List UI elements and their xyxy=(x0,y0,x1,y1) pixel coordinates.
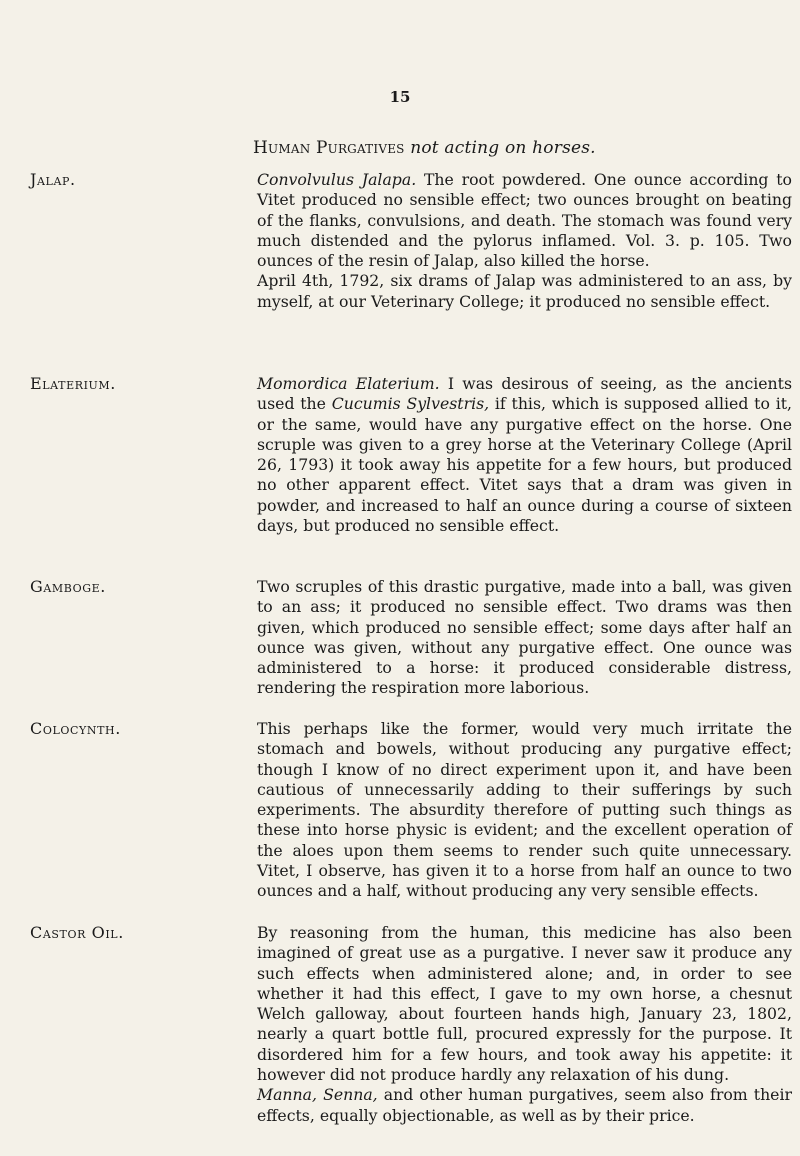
heading-caps: Human Purgatives xyxy=(253,138,405,158)
paragraph: April 4th, 1792, six drams of Jalap was administered to an ass, by myself, at our Veterinary College; it produced no sensible effect. xyxy=(257,271,792,311)
article-colocynth xyxy=(30,719,792,902)
side-label: Elaterium. xyxy=(30,374,116,393)
article-gamboge xyxy=(30,577,792,699)
paragraph: Two scruples of this drastic purgative, made into a ball, was given to an ass; it produced no sensible effect. Two drams was then given, which produced no sensible effect; some days after half an ounce was given, without any purgative effect. One ounce was administered to a horse: it produced considerable distress, rendering the respiration more laborious. xyxy=(257,577,792,698)
article-jalap xyxy=(30,170,792,312)
side-label: Jalap. xyxy=(30,170,76,189)
heading-italic: not acting on horses. xyxy=(410,138,596,158)
side-label: Gamboge. xyxy=(30,577,106,596)
article-elaterium xyxy=(30,374,792,536)
paragraph: Momordica Elaterium. I was desirous of seeing, as the ancients used the Cucumis Sylvestris, if this, which is supposed allied to it, or the same, would have any purgative effect on the horse. One scruple was given to a grey horse at the Veterinary College (April 26, 1793) it took away his appetite for a few hours, but produced no other apparent effect. Vitet says that a dram was given in powder, and increased to half an ounce during a course of sixteen days, but produced no sensible effect. xyxy=(257,374,793,536)
article-text xyxy=(257,170,792,312)
paragraph: Convolvulus Jalapa. The root powdered. One ounce according to Vitet produced no sensible effect; two ounces brought on beating of the flanks, convulsions, and death. The stomach was found very much distended and the pylorus inflamed. Vol. 3. p. 105. Two ounces of the resin of Jalap, also killed the horse. xyxy=(257,170,792,271)
article-castor-oil xyxy=(30,923,792,1126)
article-text xyxy=(257,923,792,1126)
article-text xyxy=(257,374,792,536)
article-text xyxy=(257,577,792,699)
side-label: Castor Oil. xyxy=(30,923,124,942)
page-heading xyxy=(253,138,596,158)
paragraph: Manna, Senna, and other human purgatives, seem also from their effects, equally objectionable, as well as by their price. xyxy=(257,1085,792,1125)
page-number: 15 xyxy=(389,88,411,106)
article-text xyxy=(257,719,792,902)
paragraph: This perhaps like the former, would very much irritate the stomach and bowels, without producing any purgative effect; though I know of no direct experiment upon it, and have been cautious of unnecessarily adding to their sufferings by such experiments. The absurdity therefore of putting such things as these into horse physic is evident; and the excellent operation of the aloes upon them seems to render such quite unnecessary. Vitet, I observe, has given it to a horse from half an ounce to two ounces and a half, without producing any very sensible effects. xyxy=(257,719,792,901)
side-label: Colocynth. xyxy=(30,719,121,738)
paragraph: By reasoning from the human, this medicine has also been imagined of great use as a purgative. I never saw it produce any such effects when administered alone; and, in order to see whether it had this effect, I gave to my own horse, a chesnut Welch galloway, about fourteen hands high, January 23, 1802, nearly a quart bottle full, procured expressly for the purpose. It disordered him for a few hours, and took away his appetite: it however did not produce hardly any relaxation of his dung. xyxy=(257,923,792,1085)
